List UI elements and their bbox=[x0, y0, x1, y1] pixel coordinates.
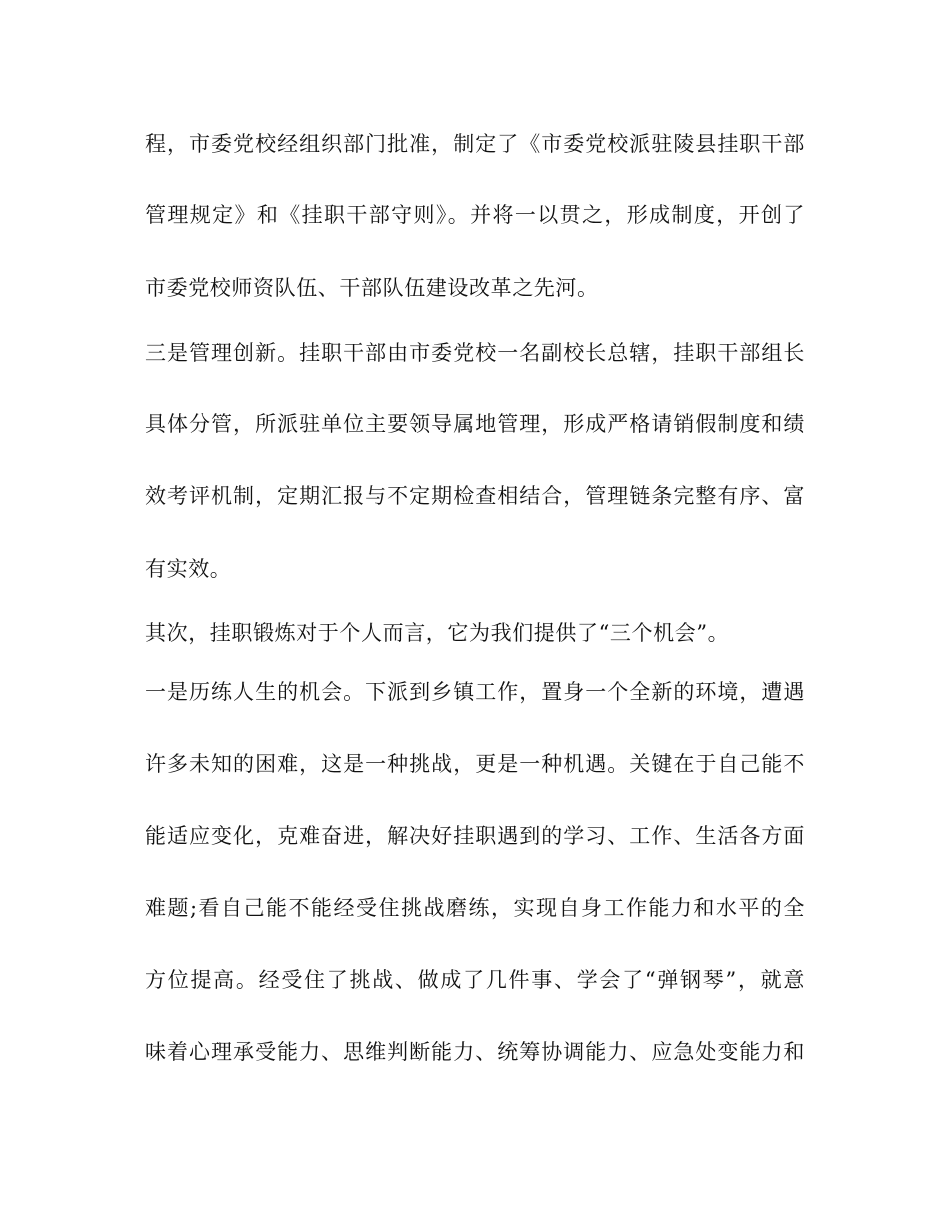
text-line: 效考评机制，定期汇报与不定期检查相结合，管理链条完整有序、富 bbox=[145, 484, 805, 508]
text-line: 味着心理承受能力、思维判断能力、统筹协调能力、应急处变能力和 bbox=[145, 1040, 805, 1064]
text-line: 市委党校师资队伍、干部队伍建设改革之先河。 bbox=[145, 276, 599, 300]
text-line: 方位提高。经受住了挑战、做成了几件事、学会了“弹钢琴”，就意 bbox=[145, 968, 805, 992]
text-line: 具体分管，所派驻单位主要领导属地管理，形成严格请销假制度和绩 bbox=[145, 412, 805, 436]
text-line: 三是管理创新。挂职干部由市委党校一名副校长总辖，挂职干部组长 bbox=[145, 341, 805, 365]
text-line: 程，市委党校经组织部门批准，制定了《市委党校派驻陵县挂职干部 bbox=[145, 132, 805, 156]
text-line: 一是历练人生的机会。下派到乡镇工作，置身一个全新的环境，遭遇 bbox=[145, 680, 805, 704]
text-line: 难题;看自己能不能经受住挑战磨练，实现自身工作能力和水平的全 bbox=[145, 896, 805, 920]
text-line: 许多未知的困难，这是一种挑战，更是一种机遇。关键在于自己能不 bbox=[145, 752, 805, 776]
text-line: 有实效。 bbox=[145, 557, 232, 581]
text-line: 能适应变化，克难奋进，解决好挂职遇到的学习、工作、生活各方面 bbox=[145, 824, 805, 848]
text-line: 其次，挂职锻炼对于个人而言，它为我们提供了“三个机会”。 bbox=[145, 621, 730, 645]
text-line: 管理规定》和《挂职干部守则》。并将一以贯之，形成制度，开创了 bbox=[145, 203, 805, 227]
